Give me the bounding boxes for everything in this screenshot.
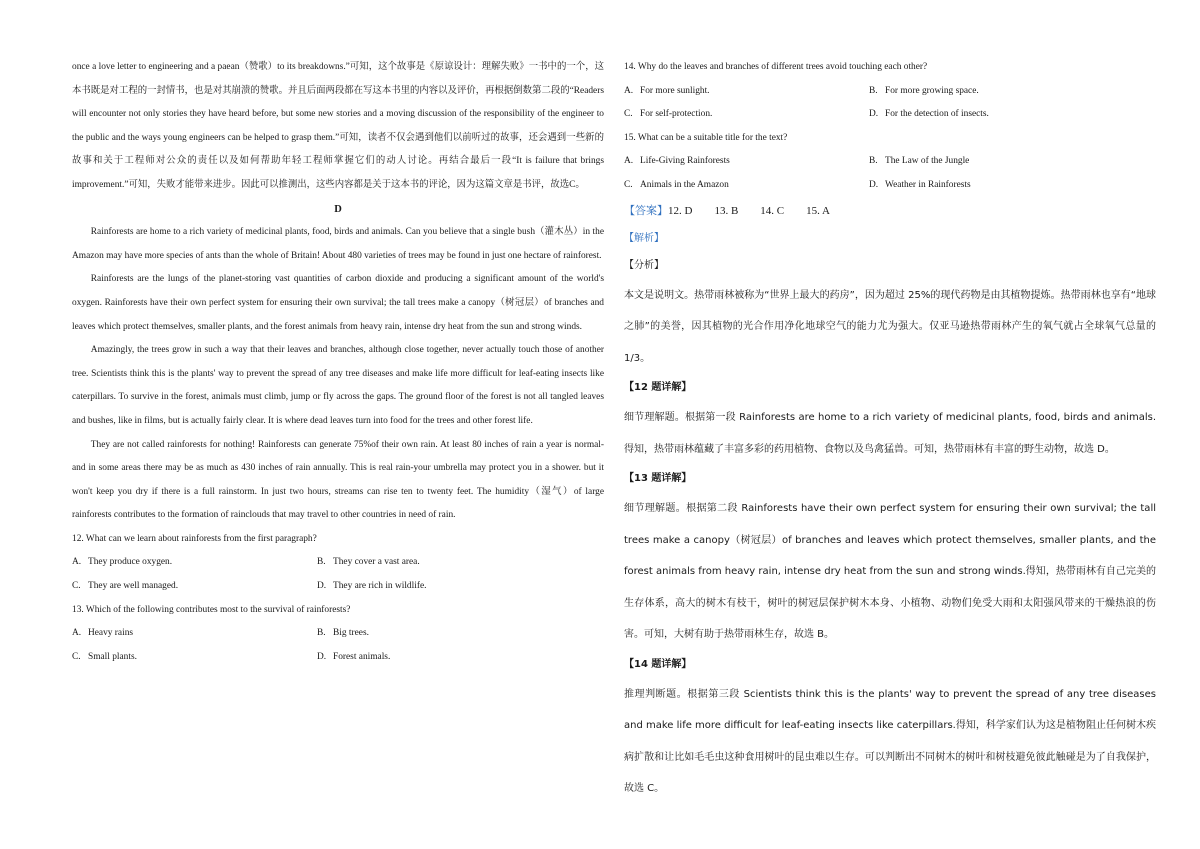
analysis-title: 【分析】 bbox=[624, 259, 664, 271]
question-stem: 13. Which of the following contributes most to the survival of rainforests? bbox=[72, 604, 351, 615]
analysis-tag: 【解析】 bbox=[624, 232, 664, 244]
question-stem: 14. Why do the leaves and branches of different trees avoid touching each other? bbox=[624, 62, 928, 72]
question-options bbox=[72, 551, 604, 598]
passage-paragraph: Rainforests are the lungs of the planet-storing vast quantities of carbon dioxide and producing a significant amount of the world's oxygen. Rainforests have their own perfect system for ensuring their own survival; the tall trees make a canopy（树冠层）of branches and leaves which protect themselves, smaller plants, and the forest animals from heavy rain, intense dry heat from the sun and strong winds. bbox=[72, 274, 604, 332]
answer-tag: 【答案】 bbox=[624, 204, 668, 217]
detail-title-13: 【13 题详解】 bbox=[624, 473, 692, 485]
option-d: D. For the detection of insects. bbox=[869, 109, 989, 120]
option-a: A. Life-Giving Rainforests bbox=[624, 156, 730, 167]
answer-item: 12. D bbox=[668, 204, 693, 217]
question-stem: 15. What can be a suitable title for the text? bbox=[624, 132, 788, 143]
option-b: B. They cover a vast area. bbox=[317, 557, 420, 568]
option-c: C. Animals in the Amazon bbox=[624, 179, 729, 190]
option-c: C. They are well managed. bbox=[72, 581, 179, 592]
option-a: A. Heavy rains bbox=[72, 628, 134, 639]
answer-item: 13. B bbox=[714, 204, 739, 217]
detail-text-13: 细节理解题。根据第二段 Rainforests have their own perfect system for ensuring their own survival; the tall trees make a canopy（树冠层）of branches and leaves which protect themselves, smaller plants, and the forest animals from heavy rain, intense dry heat from the sun and strong winds.得知，热带雨林有自己完美的生存体系，高大的树木有枝干，树叶的树冠层保护树木本身、小植物、动物们免受大雨和太阳强风带来的干燥热浪的伤害。可知，大树有助于热带雨林生存，故选 B。 bbox=[624, 503, 1156, 641]
analysis-text: 本文是说明文。热带雨林被称为“世界上最大的药房”，因为超过 25%的现代药物是由其植物提炼。热带雨林也享有“地球之肺”的美誉，因其植物的光合作用净化地球空气的能力尤为强大。仅亚马逊热带雨林产生的氧气就占全球氧气总量的 1/3。 bbox=[624, 289, 1156, 364]
option-a: A. For more sunlight. bbox=[624, 85, 710, 96]
passage-heading: D bbox=[334, 203, 342, 215]
question-12 bbox=[72, 528, 604, 599]
option-b: B. Big trees. bbox=[317, 628, 369, 639]
option-c: C. For self-protection. bbox=[624, 109, 713, 120]
question-13 bbox=[72, 599, 604, 670]
answer-line bbox=[624, 198, 1156, 225]
question-options bbox=[72, 622, 604, 669]
detail-title-12: 【12 题详解】 bbox=[624, 382, 692, 394]
detail-text-12: 细节理解题。根据第一段 Rainforests are home to a rich variety of medicinal plants, food, birds and animals. 得知，热带雨林蕴藏了丰富多彩的药用植物、食物以及鸟禽猛兽。可知，热带雨林有丰富的野生动物，故选 D。 bbox=[624, 412, 1156, 455]
option-d: D. Forest animals. bbox=[317, 651, 391, 662]
detail-text-14: 推理判断题。根据第三段 Scientists think this is the plants' way to prevent the spread of any tree diseases and make life more difficult for leaf-eating insects like caterpillars.得知，科学家们认为这是植物阻止任何树木疾病扩散和让比如毛毛虫这种食用树叶的昆虫难以生存。可以判断出不同树木的树叶和树枝避免彼此触碰是为了自我保护，故选 C。 bbox=[624, 688, 1156, 795]
passage-paragraph: Rainforests are home to a rich variety of medicinal plants, food, birds and animals. Can you believe that a single bush（灌木丛）in the Amazon may have more species of ants than the whole of Britain! About 480 varieties of trees may be found in just one hectare of rainforest. bbox=[72, 227, 604, 261]
passage-paragraph: Amazingly, the trees grow in such a way that their leaves and branches, although close together, never actually touch those of another tree. Scientists think this is the plants' way to prevent the spread of any tree diseases and make life more difficult for leaf-eating insects like caterpillars. To survive in the forest, animals must climb, jump or fly across the gaps. The ground floor of the forest is not all tangled leaves and bushes, like in films, but is actually fairly clear. It is where dead leaves turn into food for the trees and other forest life. bbox=[72, 345, 604, 426]
option-b: B. The Law of the Jungle bbox=[869, 156, 970, 167]
passage-paragraph: They are not called rainforests for nothing! Rainforests can generate 75%of their own rain. At least 80 inches of rain a year is normal-and in some areas there may be as much as 430 inches of rain annually. This is real rain-your umbrella may protect you in a shower. but it won't keep you dry if there is a full rainstorm. In just two hours, streams can rise ten to twenty feet. The humidity（湿气）of large rainforests contributes to the formation of rainclouds that may travel to other countries in need of rain. bbox=[72, 439, 604, 521]
question-options bbox=[624, 150, 1156, 197]
answer-item: 15. A bbox=[806, 204, 830, 217]
right-column bbox=[624, 56, 1156, 805]
question-15 bbox=[624, 127, 1156, 198]
question-14 bbox=[624, 56, 1156, 127]
option-b: B. For more growing space. bbox=[869, 85, 979, 96]
option-c: C. Small plants. bbox=[72, 651, 137, 662]
detail-title-14: 【14 题详解】 bbox=[624, 658, 692, 670]
answer-item: 14. C bbox=[760, 204, 785, 217]
option-d: D. Weather in Rainforests bbox=[869, 179, 971, 190]
question-stem: 12. What can we learn about rainforests from the first paragraph? bbox=[72, 533, 317, 544]
option-d: D. They are rich in wildlife. bbox=[317, 581, 427, 592]
intro-explanation: once a love letter to engineering and a paean（赞歌）to its breakdowns.”可知，这个故事是《原谅设计：理解失败》一书中的一个，这本书既是对工程的一封情书，也是对其崩溃的赞歌。并且后面两段都在写这本书里的内容以及评价，再根据倒数第二段的“Readers will encounter not only stories they have heard before, but some new stories and a moving discussion of the responsibility of the engineer to the public and the ways young engineers can be helped to grasp them.”可知，读者不仅会遇到他们以前听过的故事，还会遇到一些新的故事和关于工程师对公众的责任以及如何帮助年轻工程师掌握它们的动人讨论。再结合最后一段“It is failure that brings improvement.”可知，失败才能带来进步。因此可以推测出，这些内容都是关于这本书的评论，因为这篇文章是书评，故选C。 bbox=[72, 62, 604, 190]
left-column bbox=[72, 56, 604, 669]
question-options bbox=[624, 80, 1156, 127]
option-a: A. They produce oxygen. bbox=[72, 557, 173, 568]
